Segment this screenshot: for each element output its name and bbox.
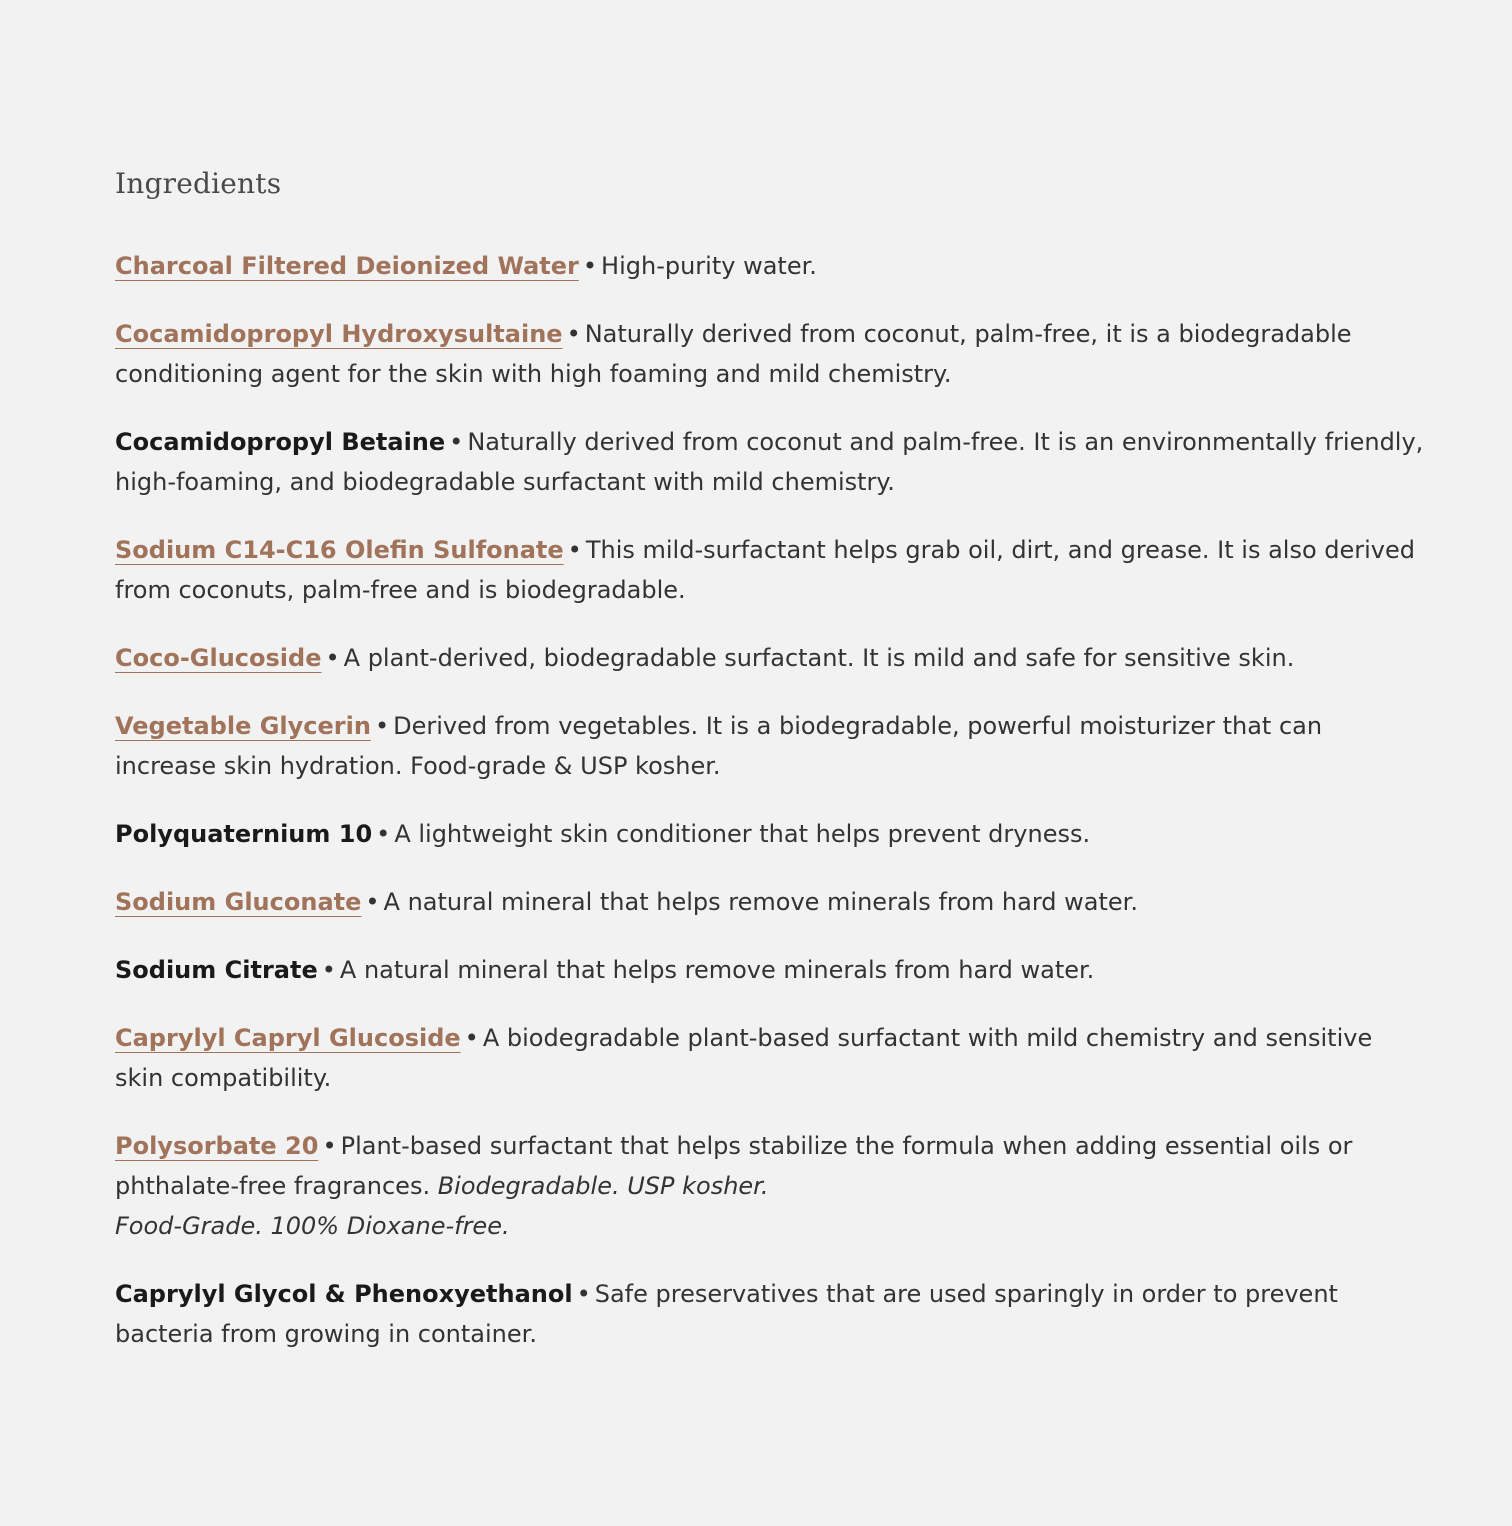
ingredient-link-sodium-olefin-sulfonate[interactable]: Sodium C14-C16 Olefin Sulfonate [115, 536, 564, 564]
ingredient-description: Derived from vegetables. It is a biodegradable, powerful moisturizer that can increase skin hydration. Food-grade & USP kosher. [115, 712, 1323, 780]
separator: • [449, 428, 464, 456]
ingredient-link-cocamidopropyl-hydroxysultaine[interactable]: Cocamidopropyl Hydroxysultaine [115, 320, 563, 348]
ingredient-description: A plant-derived, biodegradable surfactant. It is mild and safe for sensitive skin. [343, 644, 1295, 672]
ingredient-description: A natural mineral that helps remove minerals from hard water. [383, 888, 1138, 916]
separator: • [464, 1024, 479, 1052]
ingredient-link-sodium-gluconate[interactable]: Sodium Gluconate [115, 888, 362, 916]
ingredient-link-polysorbate-20[interactable]: Polysorbate 20 [115, 1132, 319, 1160]
separator: • [567, 536, 582, 564]
ingredient-description: Plant-based surfactant that helps stabilize the formula when adding essential oils or phthalate-free fragrances. [115, 1132, 1353, 1200]
separator: • [576, 1280, 591, 1308]
ingredient-description: Safe preservatives that are used sparingly in order to prevent bacteria from growing in container. [115, 1280, 1338, 1348]
ingredient-item [115, 882, 1425, 922]
separator: • [582, 252, 598, 280]
ingredient-item [115, 1126, 1425, 1246]
ingredient-name-caprylyl-glycol-phenoxyethanol: Caprylyl Glycol & Phenoxyethanol [115, 1280, 573, 1308]
ingredient-item [115, 706, 1425, 786]
ingredient-item [115, 246, 1425, 286]
separator: • [325, 644, 340, 672]
ingredient-note: Food-Grade. 100% Dioxane-free. [115, 1212, 510, 1240]
ingredient-link-charcoal-filtered-deionized-water[interactable]: Charcoal Filtered Deionized Water [115, 252, 579, 280]
ingredient-link-vegetable-glycerin[interactable]: Vegetable Glycerin [115, 712, 371, 740]
section-heading: Ingredients [115, 167, 282, 200]
ingredient-description: High-purity water. [601, 252, 817, 280]
ingredient-item [115, 814, 1425, 854]
ingredient-item [115, 1274, 1425, 1354]
ingredient-item [115, 422, 1425, 502]
ingredient-note: Biodegradable. USP kosher. [437, 1172, 769, 1200]
ingredient-description: A lightweight skin conditioner that helps prevent dryness. [394, 820, 1091, 848]
separator: • [376, 820, 391, 848]
ingredient-item [115, 1018, 1425, 1098]
separator: • [374, 712, 390, 740]
ingredient-item [115, 950, 1425, 990]
ingredient-description: A biodegradable plant-based surfactant with mild chemistry and sensitive skin compatibility. [115, 1024, 1373, 1092]
ingredient-link-coco-glucoside[interactable]: Coco-Glucoside [115, 644, 322, 672]
ingredients-list [115, 246, 1425, 1354]
ingredients-panel [115, 166, 1425, 1382]
ingredient-item [115, 314, 1425, 394]
ingredient-name-sodium-citrate: Sodium Citrate [115, 956, 318, 984]
ingredient-name-polyquaternium-10: Polyquaternium 10 [115, 820, 373, 848]
ingredient-link-caprylyl-capryl-glucoside[interactable]: Caprylyl Capryl Glucoside [115, 1024, 461, 1052]
ingredient-name-cocamidopropyl-betaine: Cocamidopropyl Betaine [115, 428, 446, 456]
separator: • [365, 888, 380, 916]
ingredient-item [115, 530, 1425, 610]
ingredient-description: This mild-surfactant helps grab oil, dirt, and grease. It is also derived from coconuts, palm-free and is biodegradable. [115, 536, 1416, 604]
ingredient-description: A natural mineral that helps remove minerals from hard water. [339, 956, 1095, 984]
separator: • [566, 320, 581, 348]
ingredient-description: Naturally derived from coconut and palm-free. It is an environmentally friendly, high-foaming, and biodegradable surfactant with mild chemistry. [115, 428, 1424, 496]
ingredient-item [115, 638, 1425, 678]
separator: • [322, 1132, 337, 1160]
ingredient-description: Naturally derived from coconut, palm-free, it is a biodegradable conditioning agent for the skin with high foaming and mild chemistry. [115, 320, 1352, 388]
separator: • [321, 956, 336, 984]
